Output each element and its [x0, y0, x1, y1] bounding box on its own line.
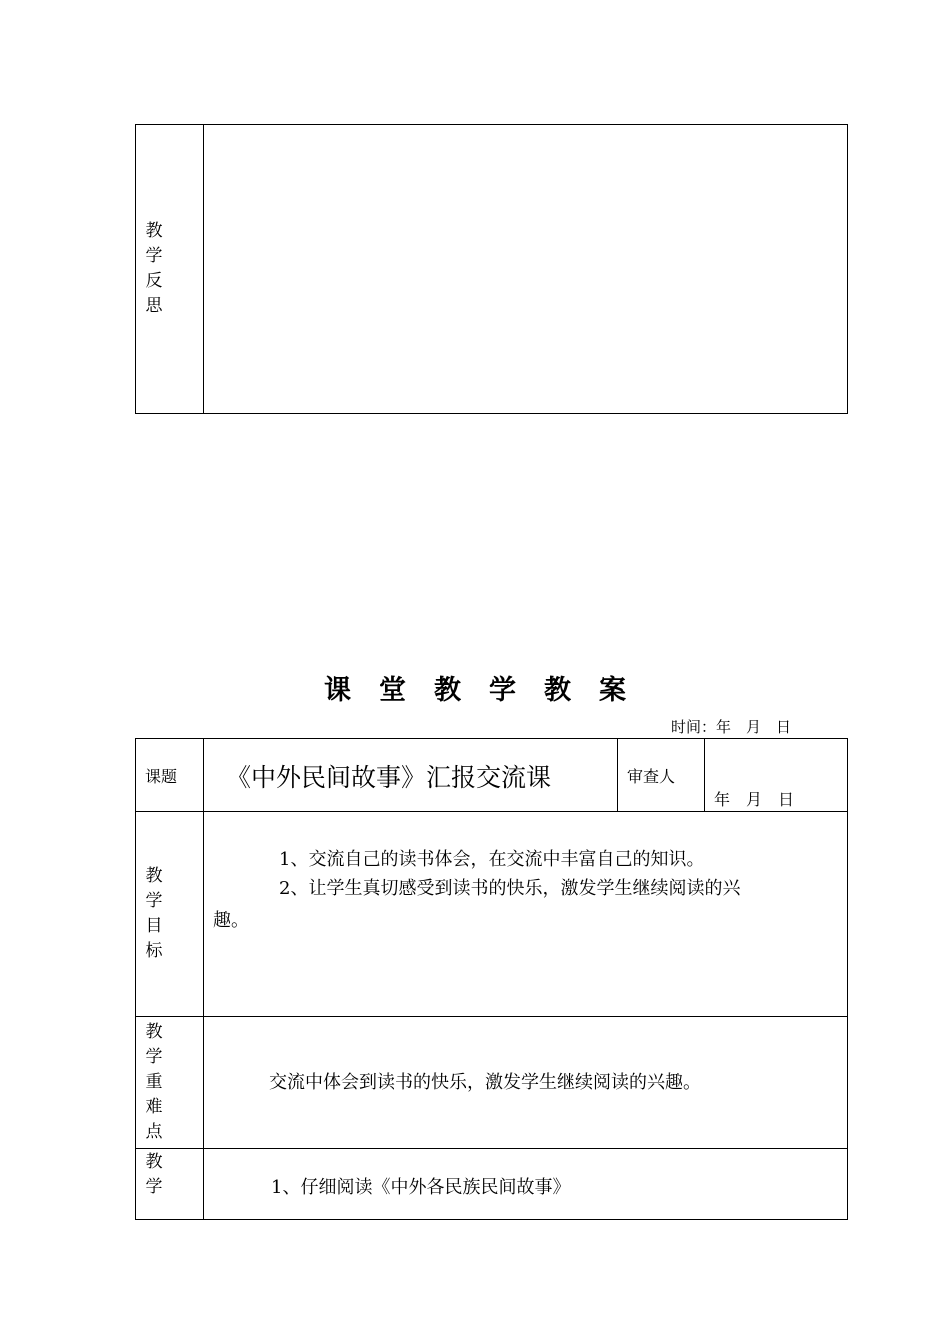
key-points-label [142, 1020, 166, 1145]
reviewer-divider-left [617, 738, 618, 812]
reviewer-divider-right [704, 738, 705, 812]
key-points-text: 交流中体会到读书的快乐，激发学生继续阅读的兴趣。 [269, 1072, 701, 1093]
reviewer-label: 审查人 [627, 767, 676, 786]
reviewer-date: 年 月 日 [714, 790, 795, 809]
key-label-char: 学 [145, 1047, 163, 1067]
goal-item: 2、让学生真切感受到读书的快乐，激发学生继续阅读的兴 [279, 878, 741, 899]
time-line: 时间：年 月 日 [671, 718, 792, 736]
reflection-label-char: 学 [145, 246, 163, 266]
reflection-label-char: 反 [145, 271, 163, 291]
prep-label-char: 学 [145, 1177, 163, 1197]
prep-label-char: 教 [145, 1152, 163, 1172]
reflection-label [142, 219, 166, 319]
prep-item: 1、仔细阅读《中外各民族民间故事》 [271, 1177, 571, 1198]
topic-value: 《中外民间故事》汇报交流课 [226, 763, 552, 792]
goals-label-char: 标 [145, 941, 163, 961]
prep-label [142, 1150, 166, 1200]
reflection-label-char: 思 [145, 296, 163, 316]
goals-label-char: 学 [145, 891, 163, 911]
goals-label [142, 864, 166, 964]
reflection-label-char: 教 [145, 221, 163, 241]
page-title: 课堂教学教案 [324, 675, 654, 706]
goals-label-char: 目 [145, 916, 163, 936]
row-divider [135, 811, 848, 812]
goals-label-char: 教 [145, 866, 163, 886]
key-label-char: 重 [145, 1072, 163, 1092]
goal-item: 1、交流自己的读书体会，在交流中丰富自己的知识。 [279, 849, 705, 870]
key-label-char: 教 [145, 1022, 163, 1042]
row-divider [135, 1148, 848, 1149]
key-label-char: 难 [145, 1097, 163, 1117]
reflection-content-area[interactable] [204, 125, 847, 413]
goal-item-continued: 趣。 [213, 910, 249, 931]
topic-label: 课题 [145, 767, 178, 786]
key-label-char: 点 [145, 1122, 163, 1142]
row-divider [135, 1016, 848, 1017]
